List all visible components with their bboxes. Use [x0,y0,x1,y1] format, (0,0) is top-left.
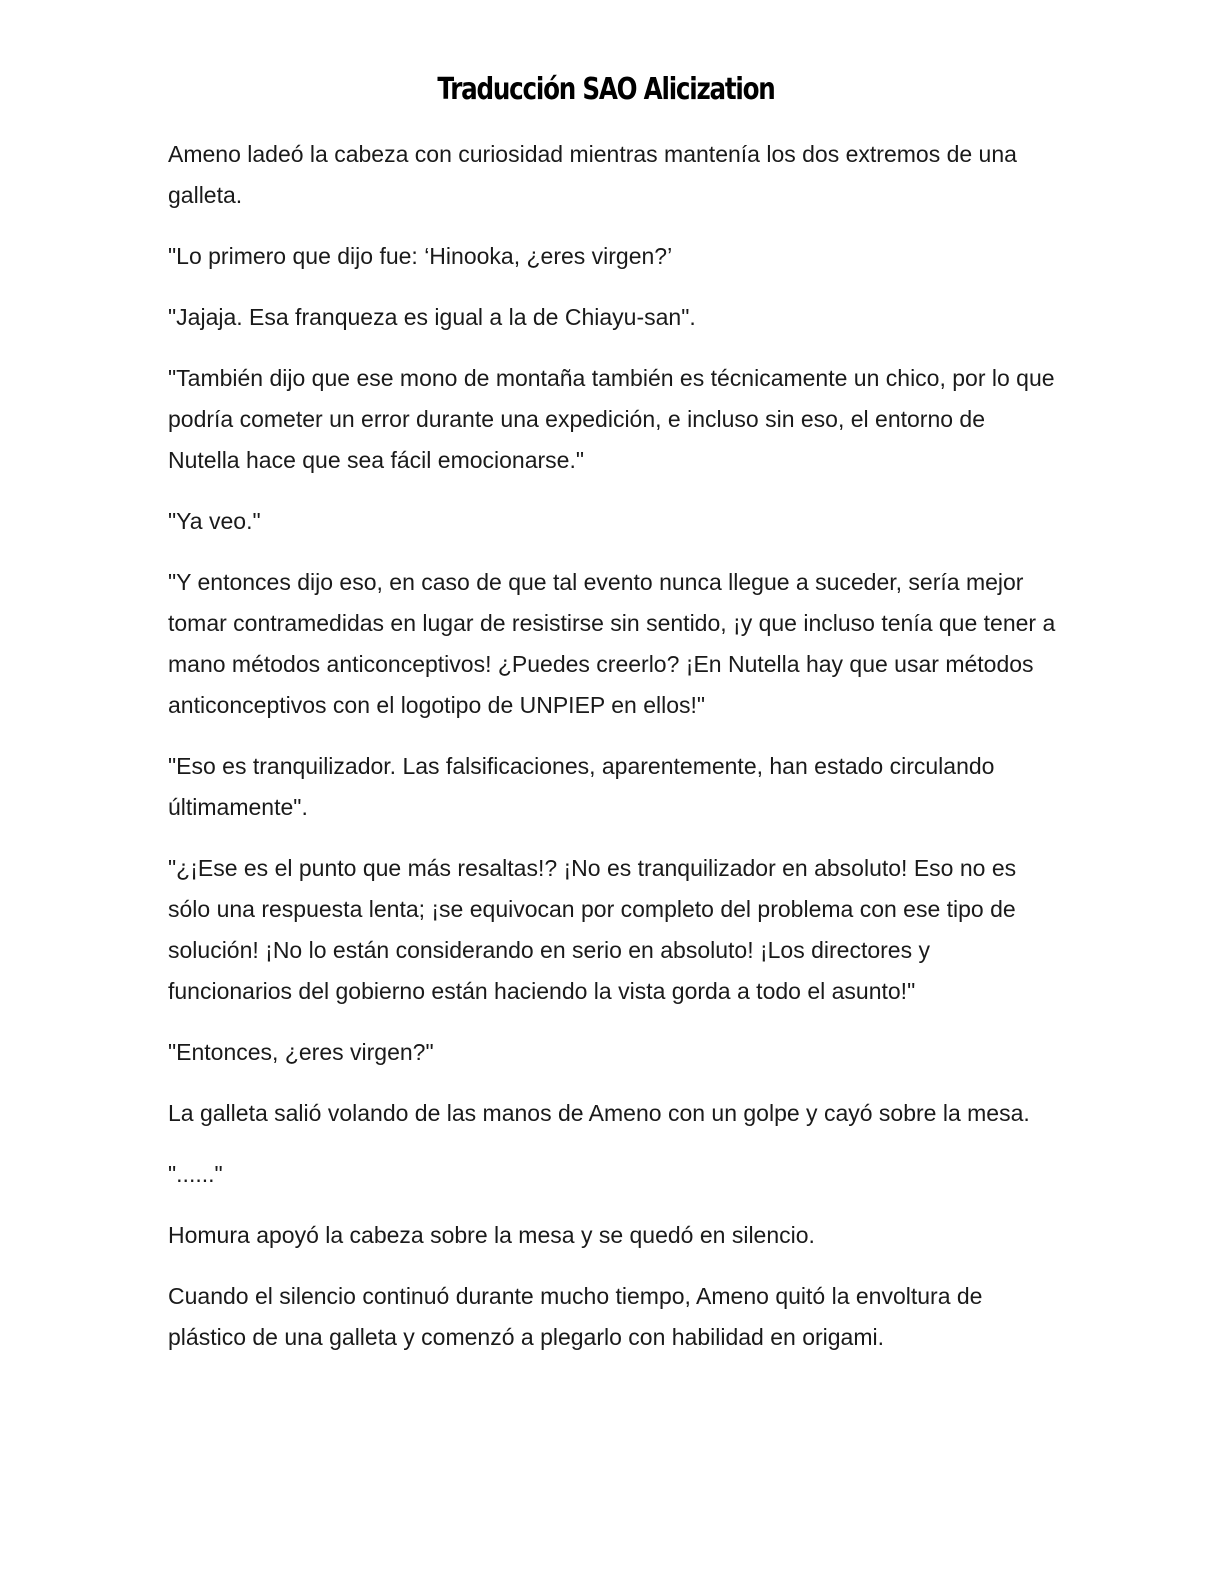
document-body [168,134,1060,1378]
paragraph: "¿¡Ese es el punto que más resaltas!? ¡No es tranquilizador en absoluto! Eso no es sólo una respuesta lenta; ¡se equivocan por completo del problema con ese tipo de solución! ¡No lo están considerando en serio en absoluto! ¡Los directores y funcionarios del gobierno están haciendo la vista gorda a todo el asunto!" [168,855,1017,1004]
paragraph: "Y entonces dijo eso, en caso de que tal evento nunca llegue a suceder, sería mejor tomar contramedidas en lugar de resistirse sin sentido, ¡y que incluso tenía que tener a mano métodos anticonceptivos! ¿Puedes creerlo? ¡En Nutella hay que usar métodos anticonceptivos con el logotipo de UNPIEP en ellos!" [168,569,1056,718]
document-title: Traducción SAO Alicization [437,72,775,107]
paragraph: "Ya veo." [168,508,261,534]
paragraph: Cuando el silencio continuó durante mucho tiempo, Ameno quitó la envoltura de plástico de una galleta y comenzó a plegarlo con habilidad en origami. [168,1283,983,1350]
paragraph: Ameno ladeó la cabeza con curiosidad mientras mantenía los dos extremos de una galleta. [168,141,1017,208]
paragraph: La galleta salió volando de las manos de Ameno con un golpe y cayó sobre la mesa. [168,1100,1030,1126]
paragraph: "Entonces, ¿eres virgen?" [168,1039,434,1065]
paragraph: "Lo primero que dijo fue: ‘Hinooka, ¿eres virgen?’ [168,243,673,269]
paragraph: "También dijo que ese mono de montaña también es técnicamente un chico, por lo que podría cometer un error durante una expedición, e incluso sin eso, el entorno de Nutella hace que sea fácil emocionarse." [168,365,1055,473]
paragraph: Homura apoyó la cabeza sobre la mesa y se quedó en silencio. [168,1222,815,1248]
paragraph: "Eso es tranquilizador. Las falsificaciones, aparentemente, han estado circulando últimamente". [168,753,995,820]
paragraph: "......" [168,1161,223,1187]
paragraph: "Jajaja. Esa franqueza es igual a la de Chiayu-san". [168,304,696,330]
